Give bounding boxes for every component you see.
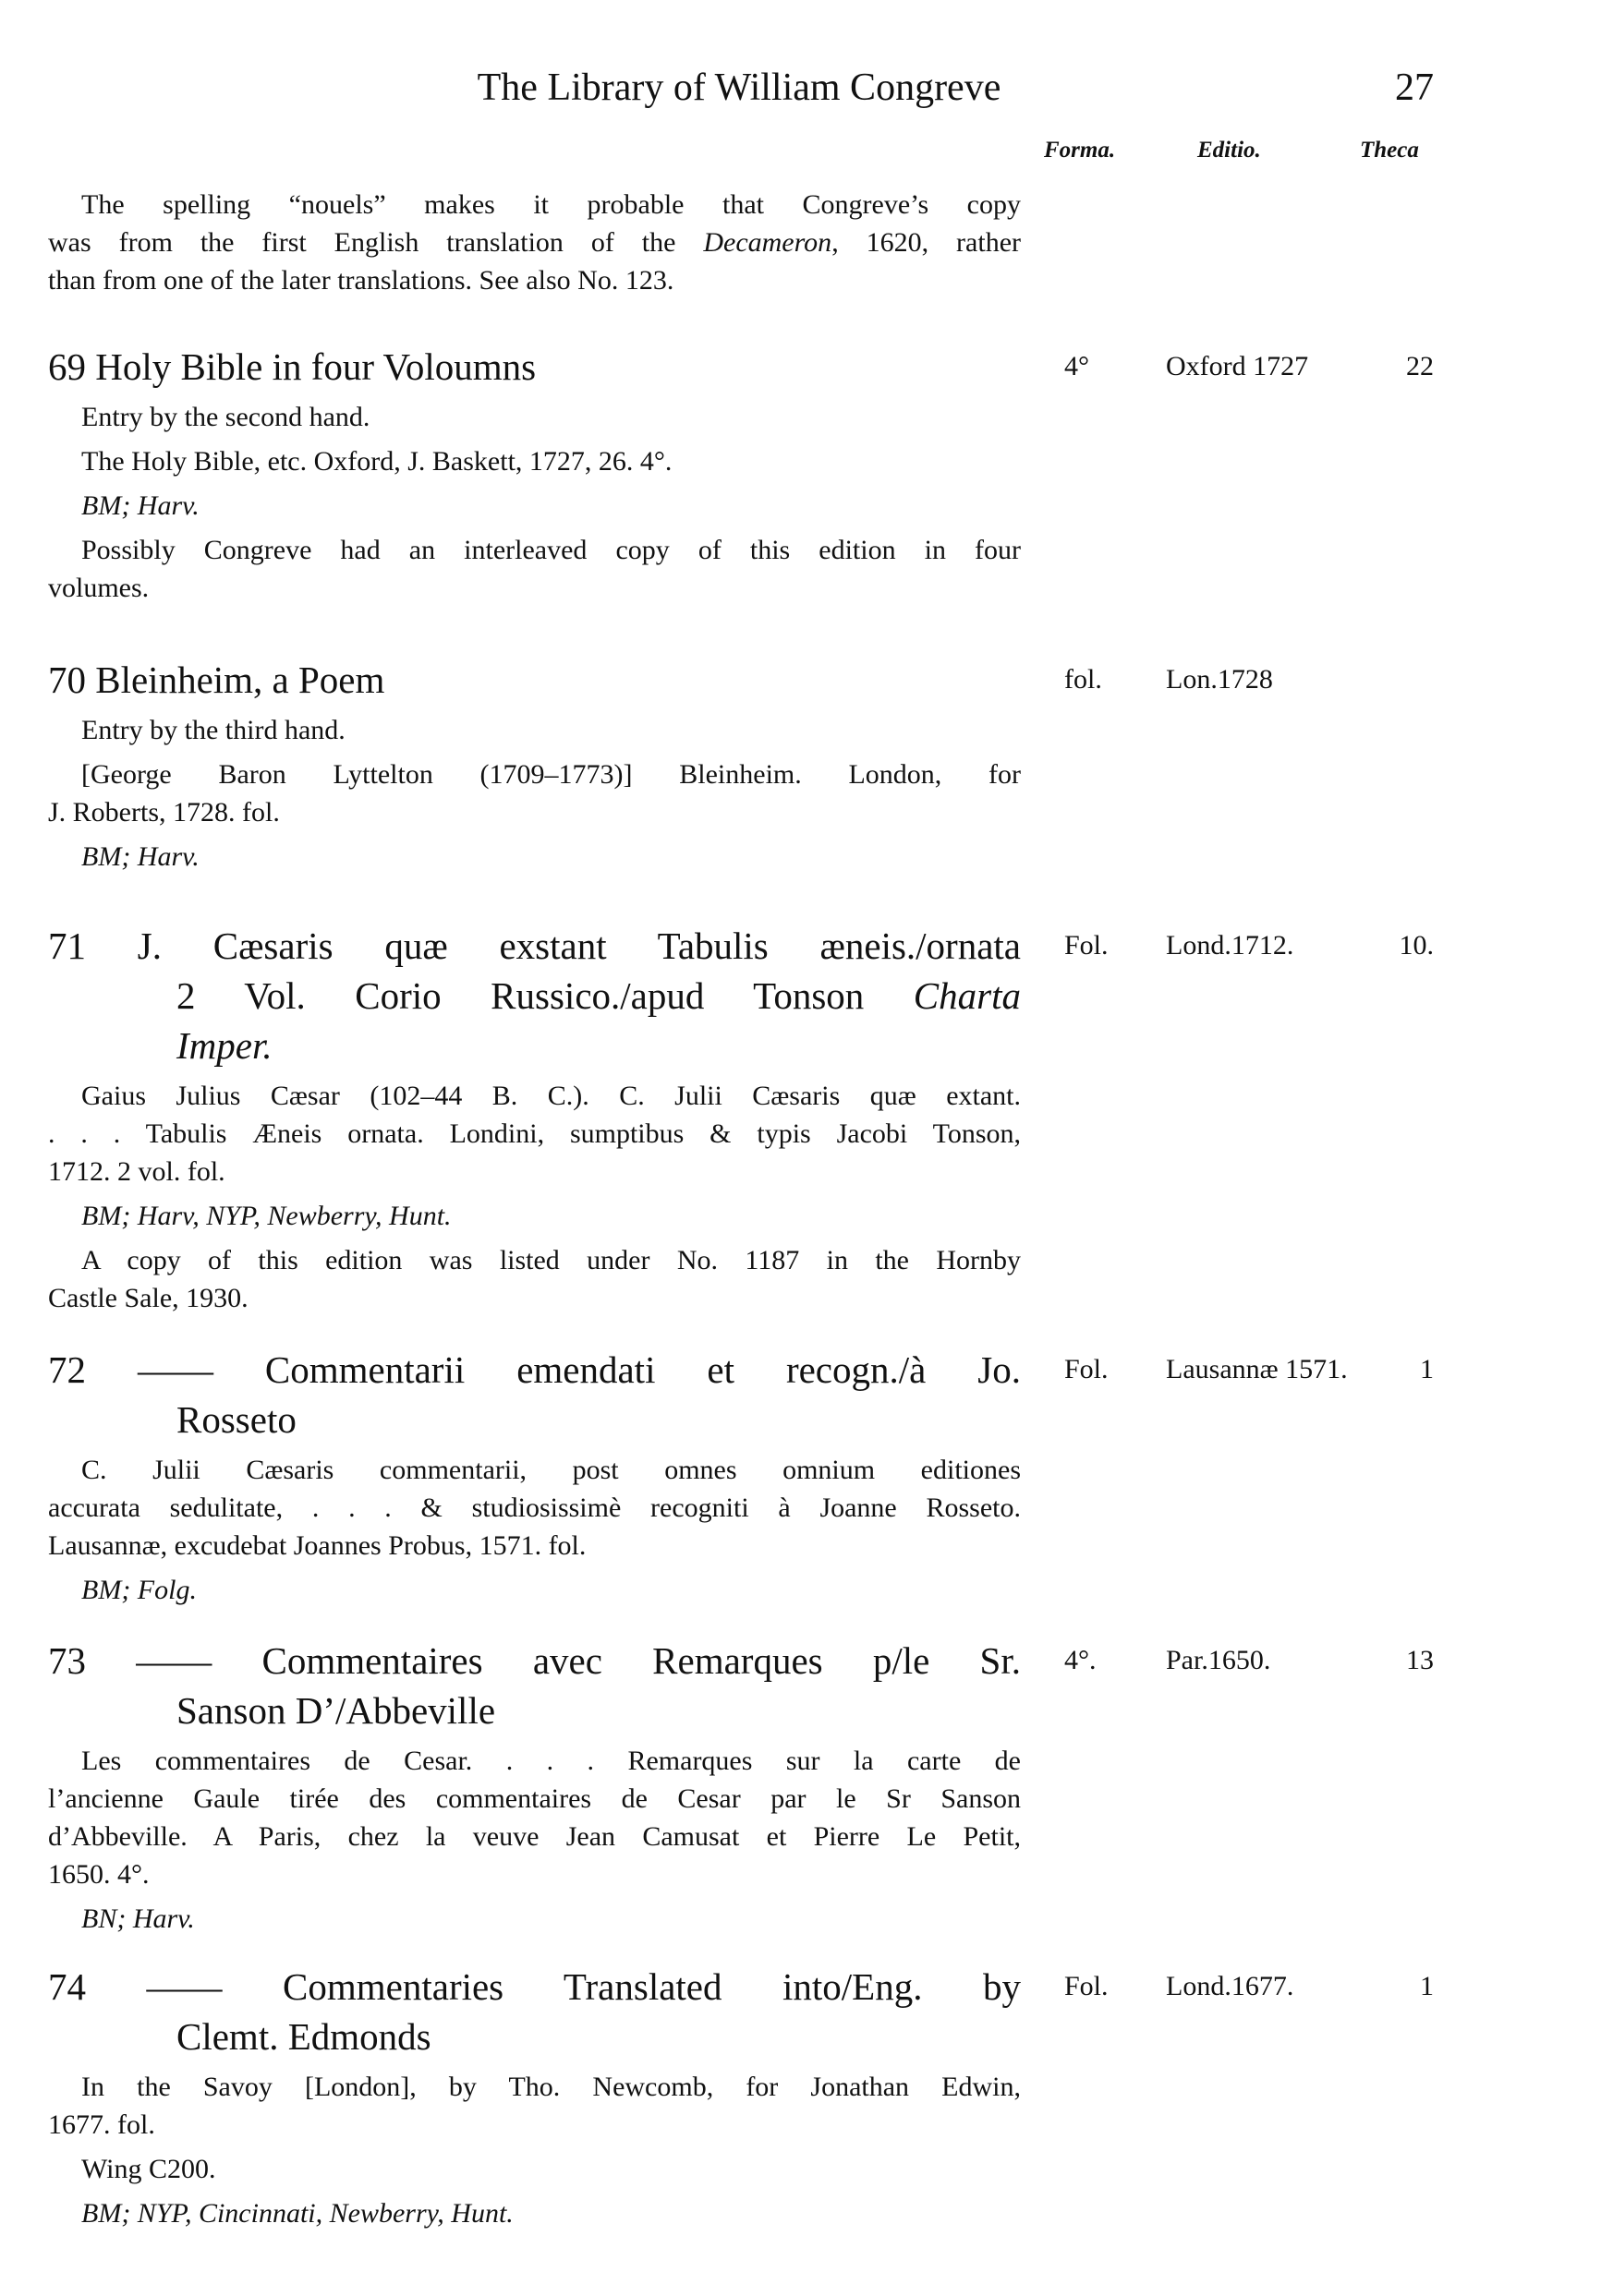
text-segment: In the Savoy [London], by Tho. Newcomb, for Jonathan Edwin,: [81, 2072, 1021, 2102]
entry-editio: Oxford 1727: [1166, 351, 1309, 381]
note-line: [48, 531, 1021, 569]
text-segment: 69 Holy Bible in four Voloumns: [48, 345, 537, 388]
text-segment: 1712. 2 vol. fol.: [48, 1156, 225, 1187]
entry-title-line: [48, 342, 1021, 392]
text-segment: C. Julii Cæsaris commentarii, post omnes omnium editiones: [81, 1455, 1021, 1485]
text-segment: Lausannæ, excudebat Joannes Probus, 1571. fol.: [48, 1530, 587, 1561]
entry-forma: Fol.: [1064, 1971, 1109, 2001]
entry-editio: Lon.1728: [1166, 664, 1273, 695]
entry-note: [48, 711, 1021, 749]
text-segment: BM; Harv.: [81, 490, 200, 521]
entry-theca: 22: [1406, 351, 1434, 381]
text-segment: Les commentaires de Cesar. . . . Remarques sur la carte de: [81, 1746, 1021, 1776]
text-segment: Clemt. Edmonds: [176, 2015, 431, 2058]
entry-title-line: [48, 655, 1021, 705]
entry-note: [48, 1077, 1021, 1190]
text-segment: BM; Harv, NYP, Newberry, Hunt.: [81, 1201, 452, 1231]
entry-title-line: [48, 1021, 1021, 1070]
entry-forma: fol.: [1064, 664, 1102, 695]
entry-forma: 4°: [1064, 351, 1089, 381]
entry-title-line: [48, 921, 1021, 971]
note-line: [48, 2106, 1021, 2144]
holdings-locations: [48, 1900, 1021, 1938]
text-segment: Possibly Congreve had an interleaved copy of this edition in four: [81, 535, 1021, 565]
text-segment: Decameron: [703, 227, 832, 258]
text-segment: Sanson D’/Abbeville: [176, 1689, 496, 1732]
note-line: [48, 487, 1021, 525]
note-line: [48, 2068, 1021, 2106]
note-line: [48, 2194, 1021, 2232]
text-segment: 74 —— Commentaries Translated into/Eng. by: [48, 1965, 1021, 2008]
text-segment: Imper.: [176, 1024, 273, 1067]
entry-theca: 1: [1420, 1971, 1434, 2001]
entry-note: [48, 755, 1021, 831]
text-segment: accurata sedulitate, . . . & studiosissimè recogniti à Joanne Rosseto.: [48, 1492, 1021, 1523]
text-segment: 2 Vol. Corio Russico./apud Tonson: [176, 974, 914, 1017]
note-line: [48, 569, 1021, 607]
entry-note: [48, 2068, 1021, 2144]
note-line: [48, 1115, 1021, 1153]
entry-editio: Lond.1712.: [1166, 930, 1294, 961]
note-line: [48, 1451, 1021, 1489]
entry-title-line: [48, 1345, 1021, 1395]
text-segment: volumes.: [48, 573, 150, 603]
note-line: [48, 1527, 1021, 1565]
note-line: [48, 1780, 1021, 1818]
running-title: The Library of William Congreve: [477, 66, 1001, 109]
text-segment: than from one of the later translations. See also No. 123.: [48, 265, 674, 296]
text-segment: d’Abbeville. A Paris, chez la veuve Jean Camusat et Pierre Le Petit,: [48, 1821, 1021, 1852]
note-line: [48, 1153, 1021, 1190]
page-number: 27: [1395, 66, 1434, 109]
entry-theca: 13: [1406, 1645, 1434, 1675]
note-line: [48, 398, 1021, 436]
catalogue-entry: [48, 1962, 1021, 2232]
text-segment: The spelling “nouels” makes it probable that Congreve’s copy: [81, 189, 1021, 220]
catalogue-entry: [48, 655, 1021, 876]
catalogue-entry: [48, 921, 1021, 1317]
entry-editio: Par.1650.: [1166, 1645, 1271, 1675]
entry-note: [48, 2150, 1021, 2188]
entry-note: [48, 531, 1021, 607]
entry-forma: 4°.: [1064, 1645, 1097, 1675]
column-header-theca: Theca: [1360, 138, 1419, 163]
entry-title-line: [48, 971, 1021, 1021]
intro-line: [48, 186, 1021, 224]
text-segment: 1650. 4°.: [48, 1859, 150, 1890]
holdings-locations: [48, 1571, 1021, 1609]
intro-line: [48, 261, 1021, 299]
note-line: [48, 1742, 1021, 1780]
text-segment: , 1620, rather: [831, 227, 1021, 258]
entry-note: [48, 1241, 1021, 1317]
entry-note: [48, 1451, 1021, 1565]
note-line: [48, 1197, 1021, 1235]
text-segment: BM; Harv.: [81, 841, 200, 872]
note-line: [48, 442, 1021, 480]
text-segment: Wing C200.: [81, 2154, 216, 2184]
note-line: [48, 1279, 1021, 1317]
text-segment: Charta: [913, 974, 1021, 1017]
text-segment: Gaius Julius Cæsar (102–44 B. C.). C. Julii Cæsaris quæ extant.: [81, 1081, 1021, 1111]
text-segment: The Holy Bible, etc. Oxford, J. Baskett, 1727, 26. 4°.: [81, 446, 673, 477]
entry-forma: Fol.: [1064, 930, 1109, 961]
text-segment: 71 J. Cæsaris quæ exstant Tabulis æneis./ornata: [48, 924, 1021, 967]
text-segment: A copy of this edition was listed under No. 1187 in the Hornby: [81, 1245, 1021, 1275]
holdings-locations: [48, 487, 1021, 525]
text-segment: Entry by the third hand.: [81, 715, 346, 745]
note-line: [48, 711, 1021, 749]
entry-title-line: [48, 1962, 1021, 2012]
text-segment: 73 —— Commentaires avec Remarques p/le Sr.: [48, 1639, 1021, 1682]
note-line: [48, 838, 1021, 876]
text-segment: Entry by the second hand.: [81, 402, 370, 432]
text-segment: 1677. fol.: [48, 2109, 155, 2140]
text-segment: BN; Harv.: [81, 1903, 195, 1934]
note-line: [48, 1489, 1021, 1527]
intro-line: [48, 224, 1021, 261]
text-segment: Castle Sale, 1930.: [48, 1283, 249, 1313]
entry-title-line: [48, 1636, 1021, 1686]
holdings-locations: [48, 838, 1021, 876]
entry-title-line: [48, 1686, 1021, 1735]
note-line: [48, 1077, 1021, 1115]
entry-theca: 10.: [1399, 930, 1434, 961]
intro-paragraph: [48, 186, 1021, 299]
note-line: [48, 1855, 1021, 1893]
column-header-forma: Forma.: [1044, 138, 1116, 163]
note-line: [48, 1900, 1021, 1938]
catalogue-entry: [48, 342, 1021, 607]
entry-note: [48, 1742, 1021, 1893]
text-segment: . . . Tabulis Æneis ornata. Londini, sumptibus & typis Jacobi Tonson,: [48, 1118, 1021, 1149]
note-line: [48, 755, 1021, 793]
text-segment: BM; Folg.: [81, 1575, 197, 1605]
note-line: [48, 1571, 1021, 1609]
entry-editio: Lausannæ 1571.: [1166, 1354, 1348, 1384]
text-segment: was from the first English translation of the: [48, 227, 704, 258]
entry-note: [48, 398, 1021, 436]
holdings-locations: [48, 1197, 1021, 1235]
note-line: [48, 1241, 1021, 1279]
text-segment: l’ancienne Gaule tirée des commentaires de Cesar par le Sr Sanson: [48, 1783, 1021, 1814]
text-segment: [George Baron Lyttelton (1709–1773)] Bleinheim. London, for: [81, 759, 1021, 790]
entry-note: [48, 442, 1021, 480]
entry-title-line: [48, 2012, 1021, 2061]
entry-forma: Fol.: [1064, 1354, 1109, 1384]
entry-title-line: [48, 1395, 1021, 1444]
column-header-editio: Editio.: [1197, 138, 1261, 163]
holdings-locations: [48, 2194, 1021, 2232]
note-line: [48, 1818, 1021, 1855]
entry-theca: 1: [1420, 1354, 1434, 1384]
text-segment: BM; NYP, Cincinnati, Newberry, Hunt.: [81, 2198, 514, 2229]
text-segment: J. Roberts, 1728. fol.: [48, 797, 280, 828]
text-segment: Rosseto: [176, 1398, 297, 1441]
note-line: [48, 2150, 1021, 2188]
text-segment: 70 Bleinheim, a Poem: [48, 659, 385, 701]
catalogue-entry: [48, 1345, 1021, 1609]
catalogue-entry: [48, 1636, 1021, 1938]
entry-editio: Lond.1677.: [1166, 1971, 1294, 2001]
text-segment: 72 —— Commentarii emendati et recogn./à Jo.: [48, 1348, 1021, 1391]
note-line: [48, 793, 1021, 831]
